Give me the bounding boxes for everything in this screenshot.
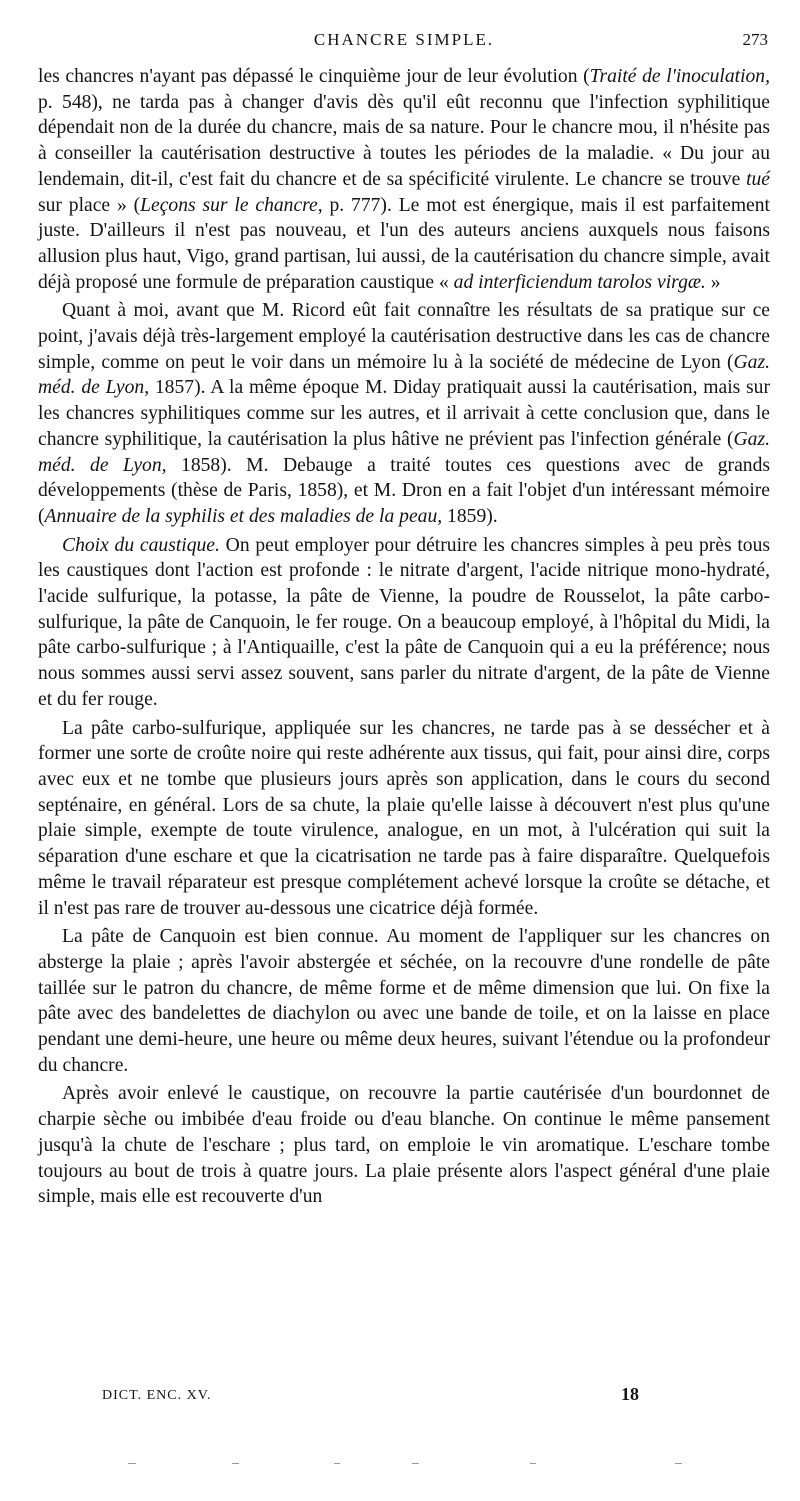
text-span: On peut employer pour détruire les chancres simples à peu près tous les caustiques dont l'action est profonde : le nitrate d'argent, l'acide nitrique mono-hydraté, l'acide sulfurique, la potasse, la pâte de Vienne, la poudre de Rousselot, la pâte carbo-sulfurique, la pâte de Canquoin, le fer rouge. On a beaucoup employé, à l'hôpital du Midi, la pâte carbo-sulfurique ; à l'Antiquaille, c'est la pâte de Canquoin qui a eu la préférence; nous nous sommes aussi servi assez souvent, sans parler du nitrate d'argent, de la pâte de Vienne et du fer rouge. <box>38 534 771 710</box>
paragraph-continuation <box>38 64 770 295</box>
text-span: sur place » ( <box>38 194 141 216</box>
running-title: CHANCRE SIMPLE. <box>313 30 495 49</box>
italic-span: Annuaire de la syphilis et des maladies de la peau, <box>44 505 443 527</box>
body-text <box>38 64 770 1210</box>
scan-marks <box>110 1463 690 1467</box>
italic-span: tué <box>746 168 770 190</box>
paragraph-choix-du-caustique <box>38 533 770 713</box>
italic-span: Choix du caustique. <box>62 534 220 556</box>
running-header <box>40 30 768 58</box>
text-span: p. 548), ne tarda pas à changer d'avis dès qu'il eût reconnu que l'infection syphilitique dépendait non de la durée du chancre, mais de sa nature. Pour le chancre mou, il n'hésite pas à conseiller la cautérisation destructive à toutes les périodes de la maladie. « Du jour au lendemain, dit-il, c'est fait du chancre et de sa spécificité virulente. Le chancre se trouve <box>38 91 770 190</box>
text-span: 1859). <box>442 505 498 527</box>
text-span: les chancres n'ayant pas dépassé le cinquième jour de leur évolution ( <box>38 66 590 87</box>
text-span: p. 777). Le mot est énergique, mais il est parfaitement juste. D'ailleurs il n'est pas nouveau, et l'un des auteurs anciens auxquels nous faisons allusion plus haut, Vigo, grand partisan, lui aussi, de la cautérisation du chancre simple, avait déjà proposé une formule de préparation caustique « <box>38 194 770 293</box>
paragraph-apres-caustique <box>38 1081 770 1210</box>
italic-span: Leçons sur le chancre, <box>140 194 323 216</box>
text-span: Quant à moi, avant que M. Ricord eût fait connaître les résultats de sa pratique sur ce point, j'avais déjà très-largement employé la cautérisation destructive dans les cas de chancre simple, comme on peut le voir dans un mémoire lu à la société de médecine de Lyon ( <box>38 300 770 373</box>
text-span: Après avoir enlevé le caustique, on recouvre la partie cautérisée d'un bourdonnet de charpie sèche ou imbibée d'eau froide ou d'eau blanche. On continue le même pansement jusqu'à la chute de l'eschare ; plus tard, on emploie le vin aromatique. L'eschare tombe toujours au bout de trois à quatre jours. La plaie présente alors l'aspect général d'une plaie simple, mais elle est recouverte d'un <box>38 1083 770 1208</box>
text-span: 1858). M. Debauge a traité toutes ces questions avec de grands développements (thèse de Paris, 1858), et M. Dron en a fait l'objet d'un intéressant mémoire ( <box>38 454 770 527</box>
scan-mark <box>128 1463 136 1464</box>
scan-mark <box>530 1463 536 1464</box>
printer-signature: DICT. ENC. XV. <box>102 1388 212 1403</box>
scan-mark <box>334 1463 340 1464</box>
sheet-number: 18 <box>621 1384 639 1404</box>
scan-mark <box>412 1463 419 1464</box>
paragraph-pate-de-canquoin <box>38 924 770 1078</box>
text-span: » <box>705 271 721 293</box>
text-span: 1857). A la même époque M. Diday pratiquait aussi la cautérisation, mais sur les chancres syphilitiques comme sur les autres, et il arrivait à cette conclusion que, dans le chancre syphilitique, la cautérisation la plus hâtive ne prévient pas l'infection générale ( <box>38 377 770 450</box>
scan-mark <box>232 1463 239 1464</box>
paragraph-quant-a-moi <box>38 298 770 529</box>
text-span: La pâte de Canquoin est bien connue. Au moment de l'appliquer sur les chancres on absterge la plaie ; après l'avoir abstergée et séchée, on la recouvre d'une rondelle de pâte taillée sur le patron du chancre, de même forme et de même dimension que lui. On fixe la pâte avec des bandelettes de diachylon ou avec une bande de toile, et on la laisse en place pendant une demi-heure, une heure ou même deux heures, suivant l'étendue ou la profondeur du chancre. <box>38 926 770 1076</box>
paragraph-pate-carbo-sulfurique <box>38 716 770 922</box>
italic-span: Gaz. méd. de Lyon, <box>38 351 770 399</box>
scan-mark <box>675 1463 682 1464</box>
page-footer <box>102 1384 662 1410</box>
text-span: La pâte carbo-sulfurique, appliquée sur les chancres, ne tarde pas à se dessécher et à former une sorte de croûte noire qui reste adhérente aux tissus, qui fait, pour ainsi dire, corps avec eux et ne tombe que plusieurs jours après son application, dans le cours du second septénaire, en général. Lors de sa chute, la plaie qu'elle laisse à découvert n'est plus qu'une plaie simple, exempte de toute virulence, analogue, en un mot, à l'ulcération qui suit la séparation d'une eschare et que la cicatrisation ne tarde pas à faire disparaître. Quelquefois même le travail réparateur est presque complétement achevé lorsque la croûte se détache, et il n'est pas rare de trouver au-dessous une cicatrice déjà formée. <box>38 717 770 919</box>
italic-span: ad interficiendum tarolos virgæ. <box>453 271 706 293</box>
italic-span: Gaz. méd. de Lyon, <box>38 428 770 476</box>
page-number: 273 <box>742 30 768 49</box>
italic-span: Traité de l'inoculation, <box>589 66 771 87</box>
